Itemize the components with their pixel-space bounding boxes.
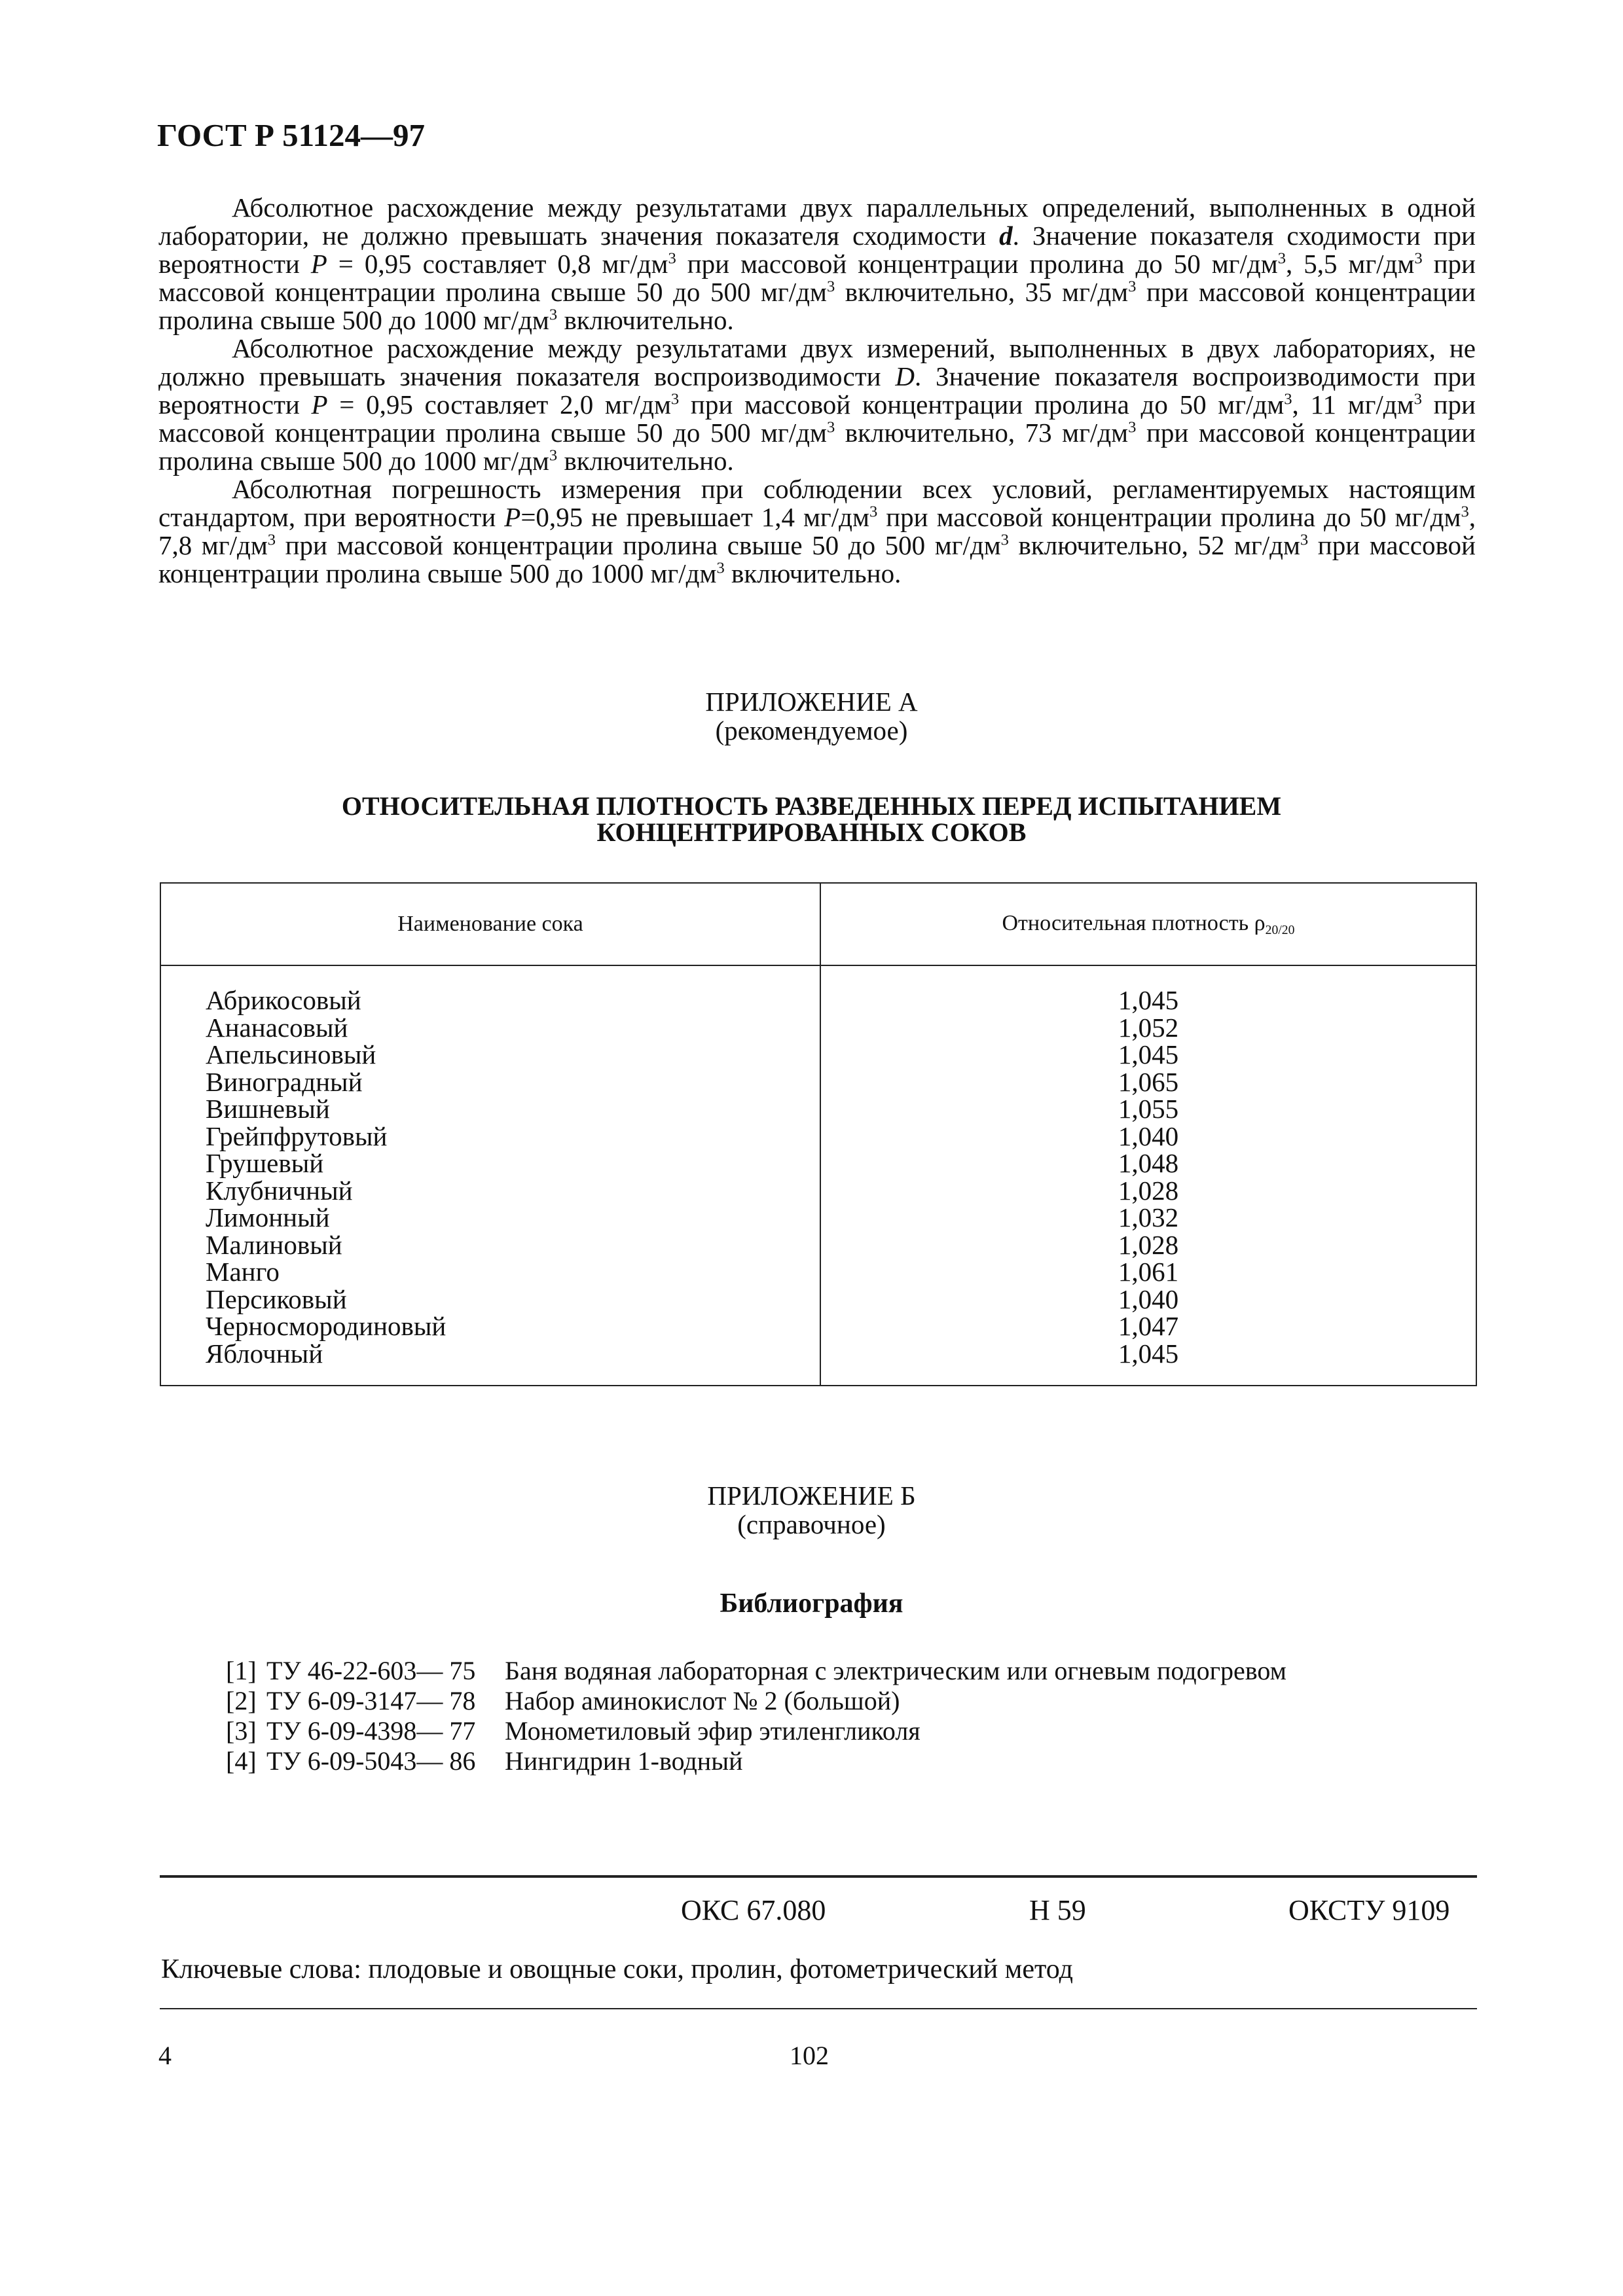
juice-density-value: 1,040	[1118, 1121, 1179, 1151]
okstu-code: ОКСТУ 9109	[1288, 1894, 1450, 1926]
appendix-b-subtitle: (справочное)	[737, 1509, 886, 1539]
bibliography-item	[226, 1746, 1286, 1776]
bibliography-code: ТУ 46-22-603— 75	[266, 1656, 476, 1685]
keywords-line: Ключевые слова: плодовые и овощные соки, пролин, фотометрический метод	[161, 1954, 1073, 1984]
bibliography-list	[226, 1656, 1286, 1776]
appendix-a-heading	[0, 793, 1623, 846]
paragraph-reproducibility: Абсолютное расхождение между результатами двух измерений, выполненных в двух лабораториях, не должно превышать значения показателя воспроизводимости D. Значение показателя воспроизводимости при вероятности P = 0,95 составляет 2,0 $мг/дм^3$ при массовой концентрации пролина до 50 $мг/дм^3$, 11 $мг/дм^3$ при массовой концентрации пролина свыше 50 до 500 $мг/дм^3$ включительно, 73 $мг/дм^3$ при массовой концентрации пролина свыше 500 до 1000 $мг/дм^3$ включительно.	[158, 333, 1476, 476]
juice-density-value: 1,065	[1118, 1066, 1179, 1097]
juice-name: Грушевый	[206, 1148, 324, 1178]
bibliography-item	[226, 1656, 1286, 1686]
bibliography-number: [4]	[226, 1746, 257, 1776]
appendix-b-title	[0, 1481, 1623, 1539]
paragraph-repeatability: Абсолютное расхождение между результатами двух параллельных определений, выполненных в одной лаборатории, не должно превышать значения показателя сходимости d. Значение показателя сходимости при вероятности P = 0,95 составляет 0,8 $мг/дм^3$ при массовой концентрации пролина до 50 $мг/дм^3$, 5,5 $мг/дм^3$ при массовой концентрации пролина свыше 50 до 500 $мг/дм^3$ включительно, 35 $мг/дм^3$ при массовой концентрации пролина свыше 500 до 1000 $мг/дм^3$ включительно.	[158, 192, 1476, 335]
juice-density-value: 1,045	[1118, 1039, 1179, 1069]
juice-density-value: 1,040	[1118, 1283, 1179, 1314]
juice-name: Виноградный	[206, 1066, 363, 1097]
juice-density-value: 1,047	[1118, 1311, 1179, 1341]
juice-name: Черносмородиновый	[206, 1311, 447, 1341]
bibliography-code: ТУ 6-09-4398— 77	[266, 1716, 476, 1746]
juice-density-value: 1,061	[1118, 1257, 1179, 1287]
juice-name: Ананасовый	[206, 1012, 348, 1043]
bibliography-number: [2]	[226, 1686, 257, 1715]
juice-name: Клубничный	[206, 1175, 353, 1206]
bibliography-code: ТУ 6-09-5043— 86	[266, 1746, 476, 1776]
appendix-a-title	[0, 687, 1623, 745]
table-header-name: Наименование сока	[160, 883, 820, 965]
juice-density-value: 1,028	[1118, 1175, 1179, 1206]
juice-density-value: 1,052	[1118, 1012, 1179, 1043]
bibliography-number: [3]	[226, 1716, 257, 1746]
juice-name: Вишневый	[206, 1094, 330, 1124]
table-header-row	[160, 883, 1476, 965]
appendix-b-label: ПРИЛОЖЕНИЕ Б	[707, 1480, 916, 1511]
doc-number: ГОСТ Р 51124—97	[157, 117, 425, 153]
juice-density-value: 1,055	[1118, 1094, 1179, 1124]
bibliography-item	[226, 1686, 1286, 1716]
juice-name: Персиковый	[206, 1283, 347, 1314]
juice-name: Манго	[206, 1257, 280, 1287]
table-header-density: Относительная плотность $\rho_{20/20}$	[820, 883, 1476, 965]
juice-density-value: 1,028	[1118, 1229, 1179, 1260]
bibliography-text: Баня водяная лабораторная с электрическим или огневым подогревом	[505, 1656, 1286, 1685]
bibliography-heading: Библиография	[720, 1588, 903, 1619]
body-text	[158, 194, 1476, 588]
juice-density-table	[160, 882, 1477, 1386]
footer-rule-bottom	[160, 2008, 1477, 2009]
juice-density-value: 1,048	[1118, 1148, 1179, 1178]
juice-density-value: 1,045	[1118, 985, 1179, 1015]
table-body-row	[160, 965, 1476, 1386]
footer-rule-top	[160, 1875, 1477, 1878]
bibliography-text: Нингидрин 1-водный	[505, 1746, 743, 1776]
page-number-center: 102	[790, 2041, 829, 2070]
h-code: Н 59	[1029, 1894, 1086, 1926]
appendix-a-subtitle: (рекомендуемое)	[715, 715, 908, 745]
bibliography-text: Монометиловый эфир этиленгликоля	[505, 1716, 921, 1746]
bibliography-code: ТУ 6-09-3147— 78	[266, 1686, 476, 1715]
appendix-a-heading-line2: КОНЦЕНТРИРОВАННЫХ СОКОВ	[596, 817, 1027, 847]
juice-density-value: 1,032	[1118, 1202, 1179, 1232]
bibliography-item	[226, 1716, 1286, 1746]
okc-code: ОКС 67.080	[681, 1894, 826, 1926]
juice-name: Апельсиновый	[206, 1039, 376, 1069]
juice-density-value: 1,045	[1118, 1338, 1179, 1369]
page-number-left: 4	[158, 2041, 172, 2070]
bibliography-text: Набор аминокислот № 2 (большой)	[505, 1686, 900, 1715]
paragraph-error: Абсолютная погрешность измерения при соблюдении всех условий, регламентируемых настоящим стандартом, при вероятности P=0,95 не превышает 1,4 $мг/дм^3$ при массовой концентрации пролина до 50 $мг/дм^3$, 7,8 $мг/дм^3$ при массовой концентрации пролина свыше 50 до 500 $мг/дм^3$ включительно, 52 $мг/дм^3$ при массовой концентрации пролина свыше 500 до 1000 $мг/дм^3$ включительно.	[158, 474, 1476, 588]
appendix-a-heading-line1: ОТНОСИТЕЛЬНАЯ ПЛОТНОСТЬ РАЗВЕДЕННЫХ ПЕРЕД ИСПЫТАНИЕМ	[341, 791, 1282, 821]
juice-names-column	[160, 965, 820, 1386]
juice-values-column	[820, 965, 1476, 1386]
appendix-a-label: ПРИЛОЖЕНИЕ А	[705, 687, 918, 717]
juice-name: Яблочный	[206, 1338, 323, 1369]
juice-name: Абрикосовый	[206, 985, 361, 1015]
juice-name: Грейпфрутовый	[206, 1121, 388, 1151]
bibliography-number: [1]	[226, 1656, 257, 1685]
juice-name: Лимонный	[206, 1202, 330, 1232]
juice-name: Малиновый	[206, 1229, 342, 1260]
density-subscript: 20/20	[1265, 922, 1295, 937]
